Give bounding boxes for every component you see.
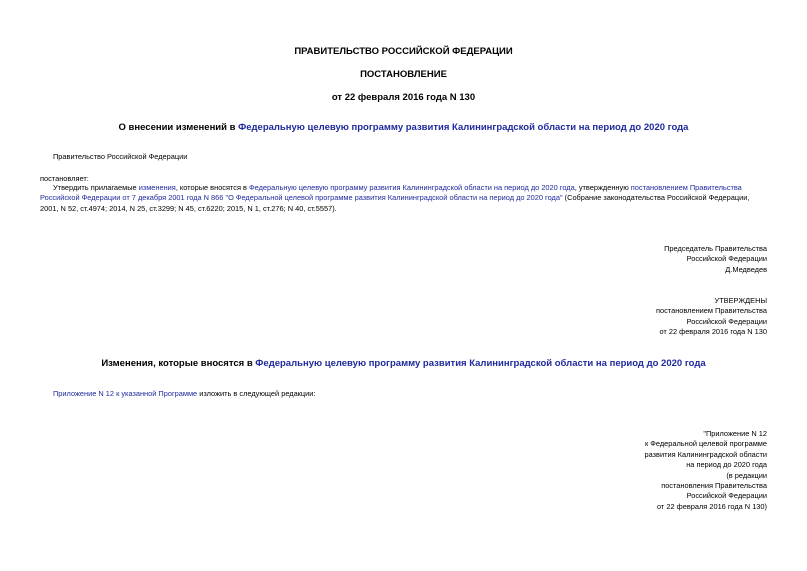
- signature-block: [664, 244, 767, 275]
- approved-block: [656, 296, 767, 338]
- decree-text-2: , которые вносятся в: [175, 183, 250, 192]
- appendix-12-link[interactable]: Приложение N 12 к указанной Программе: [53, 389, 198, 398]
- program-title-link[interactable]: Федеральную целевую программу развития Калининградской области на период до 2020 года: [238, 122, 689, 133]
- approved-date: от 22 февраля 2016 года N 130: [659, 327, 767, 337]
- document-type-heading: ПОСТАНОВЛЕНИЕ: [360, 69, 447, 80]
- decree-paragraph: [40, 183, 768, 214]
- decree-text-3: , утвержденную: [574, 183, 631, 192]
- appendix-line-1: "Приложение N 12: [703, 429, 767, 438]
- intro-government: Правительство Российской Федерации: [53, 152, 188, 161]
- approved-by: постановлением Правительства: [656, 306, 767, 316]
- document-title-prefix: О внесении изменений в: [118, 122, 239, 133]
- changes-title: [0, 358, 807, 369]
- appendix-line-2: к Федеральной целевой программе: [644, 439, 767, 449]
- appendix-line-4: на период до 2020 года: [686, 460, 767, 470]
- appendix-instruction: [53, 389, 315, 399]
- approved-title: УТВЕРЖДЕНЫ: [714, 296, 767, 305]
- signature-org: Российской Федерации: [686, 254, 767, 264]
- appendix-line-3: развития Калининградской области: [644, 449, 767, 459]
- appendix-instruction-text: изложить в следующей редакции:: [197, 389, 316, 398]
- appendix-line-8: от 22 февраля 2016 года N 130): [656, 501, 767, 511]
- program-link[interactable]: Федеральную целевую программу развития Калининградской области на период до 2020 года: [249, 183, 575, 192]
- appendix-line-6: постановления Правительства: [661, 481, 767, 491]
- approved-org: Российской Федерации: [686, 316, 767, 326]
- appendix-line-5: (в редакции: [726, 470, 767, 480]
- document-title: [0, 122, 807, 133]
- changes-title-prefix: Изменения, которые вносятся в: [101, 358, 256, 369]
- changes-program-link[interactable]: Федеральную целевую программу развития Калининградской области на период до 2020 года: [255, 358, 706, 369]
- changes-link[interactable]: изменения: [138, 183, 176, 192]
- intro-decrees: постановляет:: [40, 174, 89, 183]
- resolution-866-link[interactable]: постановлением Правительства Российской Федерации от 7 декабря 2001 года N 866 "О Федеральной целевой программе развития Калининградской области на период до 2020 года": [40, 183, 742, 203]
- signature-name: Д.Медведев: [725, 264, 767, 274]
- government-heading: ПРАВИТЕЛЬСТВО РОССИЙСКОЙ ФЕДЕРАЦИИ: [294, 46, 513, 57]
- signature-position: Председатель Правительства: [664, 244, 767, 253]
- decree-text-4: (Собрание законодательства Российской Федерации, 2001, N 52, ст.4974; 2014, N 25, ст.3299; N 45, ст.6220; 2015, N 1, ст.276; N 40, ст.5557).: [40, 193, 750, 213]
- document-date-number: от 22 февраля 2016 года N 130: [331, 92, 476, 103]
- decree-text-1: Утвердить прилагаемые: [53, 183, 139, 192]
- appendix-line-7: Российской Федерации: [686, 491, 767, 501]
- appendix-block: [645, 429, 767, 512]
